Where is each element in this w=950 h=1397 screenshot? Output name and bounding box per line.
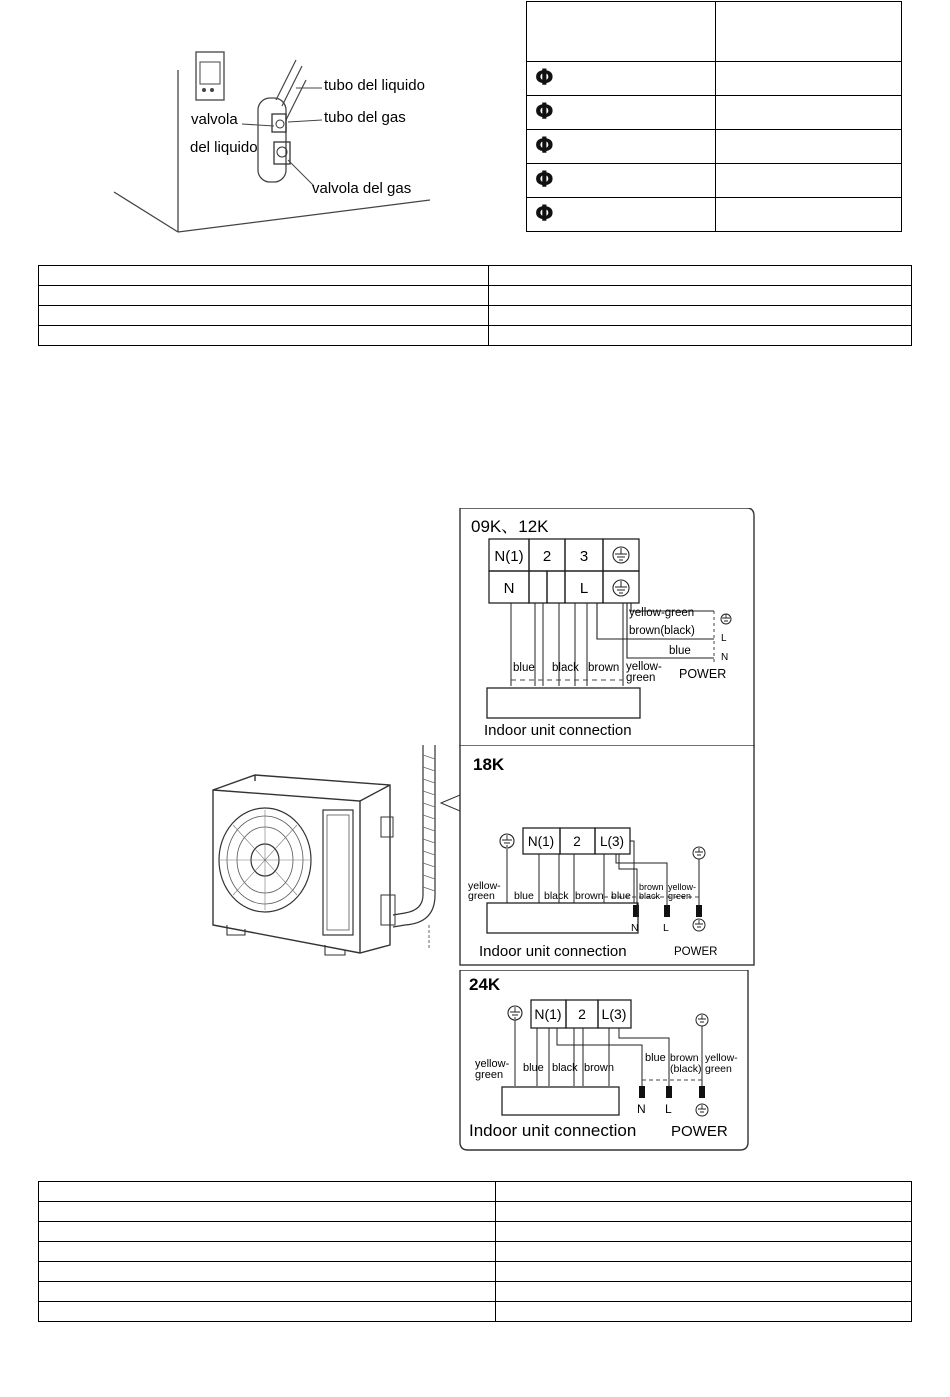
terminal-n1: N(1) <box>527 834 555 849</box>
wire-brown-black-2: black <box>639 891 661 901</box>
wire-yg2-1: yellow- <box>705 1052 738 1064</box>
power-label: POWER <box>679 667 727 681</box>
terminal-2: 2 <box>578 1006 586 1022</box>
wire-yg2-2: green <box>668 891 692 901</box>
indoor-unit-label: Indoor unit connection <box>484 722 632 739</box>
wire-yg-2: green <box>475 1069 504 1081</box>
panel-title-24k: 24K <box>469 975 501 994</box>
indoor-wire-blue: blue <box>514 890 534 902</box>
power-label: POWER <box>671 1123 728 1140</box>
power-end-n: N <box>721 652 729 663</box>
wire-yg2-1: yellow- <box>668 882 697 892</box>
panel-title-09k-12k: 09K、12K <box>471 517 549 536</box>
indoor-wire-black: black <box>552 662 579 674</box>
terminal-l: L <box>579 580 589 597</box>
outdoor-unit-illustration <box>205 745 465 960</box>
power-label: POWER <box>674 946 718 958</box>
panel-title-18k: 18K <box>473 755 505 774</box>
terminal-l3: L(3) <box>599 834 625 849</box>
wiring-panel-24k <box>459 970 755 1152</box>
wire-yg2-2: green <box>705 1063 732 1075</box>
liquid-valve-label-2: del liquido <box>190 139 258 156</box>
indoor-wire-brown: brown <box>575 890 604 902</box>
terminal-2: 2 <box>542 548 552 565</box>
indoor-wire-black: black <box>552 1062 578 1074</box>
wire-blue: blue <box>645 1052 666 1064</box>
terminal-n1: N(1) <box>494 548 524 565</box>
terminal-l3: L(3) <box>601 1006 627 1022</box>
terminal-n1: N(1) <box>534 1006 562 1022</box>
power-end-n: N <box>631 922 639 934</box>
wire-brown-black: brown(black) <box>629 625 695 637</box>
indoor-wire-black: black <box>544 890 569 902</box>
diameter-symbol: Φ <box>527 164 716 198</box>
power-end-l: L <box>663 922 669 934</box>
gas-valve-label: valvola del gas <box>312 180 412 197</box>
diameter-symbol: Φ <box>527 130 716 164</box>
wiring-panel-18k <box>459 745 755 967</box>
indoor-wire-brown: brown <box>588 662 620 674</box>
wire-yg-1: yellow- <box>475 1058 510 1070</box>
power-end-n: N <box>637 1102 646 1116</box>
wire-yg-2: green <box>468 890 495 902</box>
wire-yellow-green: yellow-green <box>629 607 695 619</box>
wire-yg-1: yellow- <box>468 880 501 892</box>
diameter-symbol: Φ <box>527 198 716 232</box>
diameter-value <box>716 130 902 164</box>
pipe-diameter-table <box>526 1 902 232</box>
wire-blue: blue <box>669 645 691 657</box>
diameter-value <box>716 198 902 232</box>
diameter-value <box>716 96 902 130</box>
gas-pipe-label: tubo del gas <box>324 109 406 126</box>
power-end-l: L <box>665 1102 672 1116</box>
wiring-panel-09k-12k <box>459 508 755 748</box>
terminal-2: 2 <box>573 834 581 849</box>
indoor-wire-blue-2: blue <box>611 890 631 902</box>
terminal-3: 3 <box>579 548 589 565</box>
valve-illustration <box>100 40 460 240</box>
indoor-wire-yg-2: green <box>626 672 656 684</box>
wire-brown-2: (black) <box>670 1063 702 1075</box>
power-end-l: L <box>721 633 727 644</box>
empty-table-2 <box>38 1181 912 1322</box>
terminal-n: N <box>503 580 515 597</box>
indoor-unit-label: Indoor unit connection <box>479 943 627 960</box>
indoor-wire-brown: brown <box>584 1062 614 1074</box>
diameter-symbol: Φ <box>527 62 716 96</box>
indoor-wire-blue: blue <box>513 662 535 674</box>
diameter-value <box>716 62 902 96</box>
liquid-pipe-label: tubo del liquido <box>324 77 425 94</box>
diameter-value <box>716 164 902 198</box>
wire-brown-1: brown <box>670 1052 699 1064</box>
diameter-symbol: Φ <box>527 96 716 130</box>
indoor-wire-yg-1: yellow- <box>626 661 662 673</box>
indoor-wire-blue: blue <box>523 1062 544 1074</box>
wire-brown-black-1: brown <box>639 882 664 892</box>
liquid-valve-label-1: valvola <box>191 111 238 128</box>
empty-table-1 <box>38 265 912 346</box>
indoor-unit-label: Indoor unit connection <box>469 1121 637 1140</box>
